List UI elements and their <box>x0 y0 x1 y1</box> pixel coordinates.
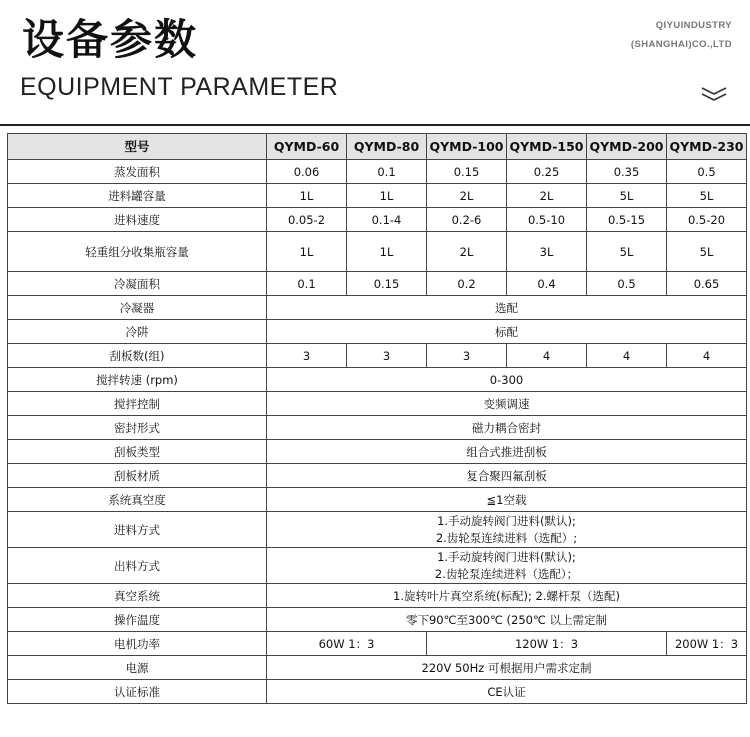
header-cell: QYMD-100 <box>427 134 507 160</box>
table-cell: 1L <box>267 232 347 272</box>
table-cell: 0.65 <box>667 272 747 296</box>
table-cell: 复合聚四氟刮板 <box>267 464 747 488</box>
table-cell: 4 <box>667 344 747 368</box>
row-label: 进料罐容量 <box>8 184 267 208</box>
table-cell: 0.5-10 <box>507 208 587 232</box>
row-label: 刮板数(组) <box>8 344 267 368</box>
cell-line: 2.齿轮泵连续进料（选配）； <box>434 566 579 581</box>
table-cell: 4 <box>507 344 587 368</box>
table-cell: 0.35 <box>587 160 667 184</box>
company-name-line2: (SHANGHAI)CO.,LTD <box>630 39 732 50</box>
table-row <box>8 680 747 704</box>
table-cell: 0.25 <box>507 160 587 184</box>
table-row <box>8 440 747 464</box>
table-cell: 3 <box>427 344 507 368</box>
table-row <box>8 488 747 512</box>
row-label: 搅拌控制 <box>8 392 267 416</box>
table-cell: 选配 <box>267 296 747 320</box>
table-row <box>8 160 747 184</box>
table-row <box>8 512 747 548</box>
row-label: 进料方式 <box>8 512 267 548</box>
row-label: 出料方式 <box>8 548 267 584</box>
header-cell: QYMD-200 <box>587 134 667 160</box>
table-row <box>8 608 747 632</box>
table-cell: 0.5 <box>587 272 667 296</box>
table-row <box>8 272 747 296</box>
row-label: 轻重组分收集瓶容量 <box>8 232 267 272</box>
row-label: 刮板材质 <box>8 464 267 488</box>
table-cell: 0.06 <box>267 160 347 184</box>
table-cell: 0.2 <box>427 272 507 296</box>
table-cell: 120W 1：3 <box>427 632 667 656</box>
table-row <box>8 232 747 272</box>
chevron-down-icon <box>701 86 727 102</box>
table-cell: 0.15 <box>347 272 427 296</box>
table-cell: 0-300 <box>267 368 747 392</box>
table-row <box>8 392 747 416</box>
row-label: 真空系统 <box>8 584 267 608</box>
header-row <box>8 134 747 160</box>
header-cell: QYMD-150 <box>507 134 587 160</box>
row-label: 搅拌转速 (rpm) <box>8 368 267 392</box>
table-cell <box>267 548 747 584</box>
table-cell: ≦1空载 <box>267 488 747 512</box>
table-cell: 0.1-4 <box>347 208 427 232</box>
table-cell: 3 <box>347 344 427 368</box>
table-cell: 变频调速 <box>267 392 747 416</box>
table-cell: 5L <box>587 232 667 272</box>
table-cell: 3L <box>507 232 587 272</box>
table-cell: 220V 50Hz 可根据用户需求定制 <box>267 656 747 680</box>
table-cell: 0.15 <box>427 160 507 184</box>
header-cell-model: 型号 <box>8 134 267 160</box>
table-row <box>8 344 747 368</box>
page-title: 设备参数 <box>22 15 199 64</box>
table-cell: 200W 1：3 <box>667 632 747 656</box>
cell-line: 2.齿轮泵连续进料（选配）; <box>435 530 578 545</box>
table-cell: 3 <box>267 344 347 368</box>
table-row <box>8 296 747 320</box>
table-cell: 0.5-15 <box>587 208 667 232</box>
table-cell: 0.1 <box>267 272 347 296</box>
row-label: 认证标准 <box>8 680 267 704</box>
table-cell: 0.2-6 <box>427 208 507 232</box>
header-cell: QYMD-60 <box>267 134 347 160</box>
table-cell: 磁力耦合密封 <box>267 416 747 440</box>
row-label: 系统真空度 <box>8 488 267 512</box>
row-label: 蒸发面积 <box>8 160 267 184</box>
table-cell: 0.5-20 <box>667 208 747 232</box>
table-cell: 5L <box>667 184 747 208</box>
table-cell: 0.4 <box>507 272 587 296</box>
table-cell: 0.05-2 <box>267 208 347 232</box>
header-cell: QYMD-80 <box>347 134 427 160</box>
row-label: 电机功率 <box>8 632 267 656</box>
table-cell: 0.1 <box>347 160 427 184</box>
table-row <box>8 208 747 232</box>
row-label: 操作温度 <box>8 608 267 632</box>
table-row <box>8 368 747 392</box>
table-row <box>8 632 747 656</box>
table-cell <box>267 512 747 548</box>
table-row <box>8 184 747 208</box>
page-subtitle: EQUIPMENT PARAMETER <box>20 73 339 101</box>
table-cell: CE认证 <box>267 680 747 704</box>
table-cell: 1L <box>347 232 427 272</box>
parameter-table <box>7 133 747 704</box>
table-cell: 2L <box>427 232 507 272</box>
table-row <box>8 584 747 608</box>
table-row <box>8 416 747 440</box>
table-cell: 60W 1：3 <box>267 632 427 656</box>
row-label: 进料速度 <box>8 208 267 232</box>
table-row <box>8 548 747 584</box>
row-label: 冷阱 <box>8 320 267 344</box>
table-cell: 5L <box>667 232 747 272</box>
table-cell: 2L <box>507 184 587 208</box>
table-cell: 5L <box>587 184 667 208</box>
table-row <box>8 464 747 488</box>
row-label: 冷凝器 <box>8 296 267 320</box>
table-cell: 1L <box>267 184 347 208</box>
table-cell: 1.旋转叶片真空系统(标配); 2.螺杆泵（选配) <box>267 584 747 608</box>
row-label: 冷凝面积 <box>8 272 267 296</box>
row-label: 电源 <box>8 656 267 680</box>
table-cell: 0.5 <box>667 160 747 184</box>
table-cell: 2L <box>427 184 507 208</box>
row-label: 密封形式 <box>8 416 267 440</box>
table-cell: 4 <box>587 344 667 368</box>
header-cell: QYMD-230 <box>667 134 747 160</box>
company-name <box>631 16 732 54</box>
table-row <box>8 656 747 680</box>
header-divider <box>0 124 750 126</box>
row-label: 刮板类型 <box>8 440 267 464</box>
cell-line: 1.手动旋转阀门进料(默认); <box>437 549 576 564</box>
table-row <box>8 320 747 344</box>
table-cell: 标配 <box>267 320 747 344</box>
company-name-line1: QIYUINDUSTRY <box>655 20 732 31</box>
table-cell: 零下90℃至300℃ (250℃ 以上需定制 <box>267 608 747 632</box>
table-cell: 组合式推进刮板 <box>267 440 747 464</box>
cell-line: 1.手动旋转阀门进料(默认); <box>437 513 576 528</box>
table-cell: 1L <box>347 184 427 208</box>
